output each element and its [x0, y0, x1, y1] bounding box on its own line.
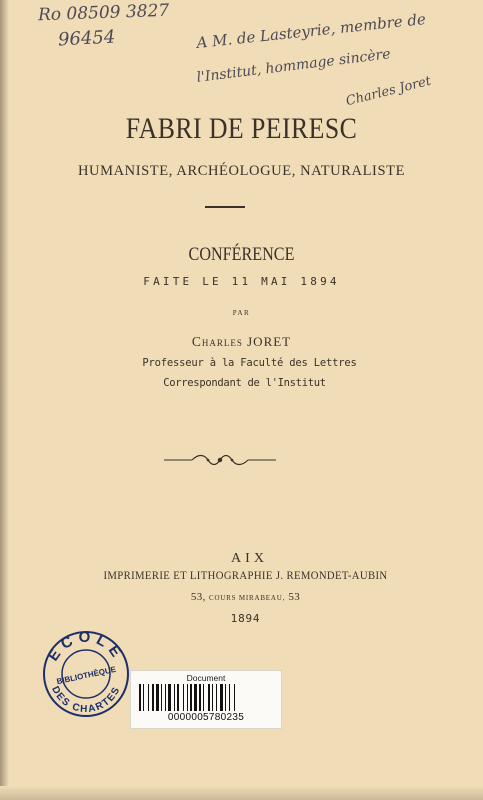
ornament-divider-icon: [164, 452, 276, 468]
barcode-bar: [168, 684, 171, 711]
number-handwriting: 96454: [57, 26, 116, 51]
barcode-bar: [148, 684, 149, 711]
imprint-city: AIX: [231, 551, 268, 566]
address-street: COURS MIRABEAU,: [208, 594, 286, 602]
author-signature: Charles Joret: [344, 73, 433, 110]
author-name: [0, 334, 483, 350]
barcode-bar: [161, 684, 162, 711]
shelfmark-handwriting: Ro 08509 3827: [37, 0, 170, 26]
author-last-name: JORET: [247, 334, 292, 349]
barcode-bar: [225, 684, 226, 711]
barcode-bar: [194, 684, 197, 711]
title-rule: [205, 206, 245, 208]
imprint-printer: IMPRIMERIE ET LITHOGRAPHIE J. REMONDET-AUBIN: [103, 570, 388, 582]
barcode-bar: [183, 684, 184, 711]
library-stamp-icon: [40, 628, 132, 720]
barcode-bar: [190, 684, 192, 711]
book-subtitle: HUMANISTE, ARCHÉOLOGUE, NATURALISTE: [77, 163, 406, 179]
barcode-number: 0000005780235: [167, 712, 245, 723]
barcode-bar: [143, 684, 144, 711]
imprint-year: 1894: [230, 612, 261, 625]
barcode-bar: [165, 684, 166, 711]
conference-heading: CONFÉRENCE: [188, 244, 295, 265]
barcode-bar: [220, 684, 223, 711]
page-bottom-shadow: [0, 786, 483, 800]
author-first-name: Charles: [191, 334, 243, 349]
barcode-bar: [139, 684, 141, 711]
imprint-address: [4, 591, 483, 603]
barcode-bars-icon: [139, 684, 273, 711]
affiliation-professor: Professeur à la Faculté des Lettres: [142, 357, 357, 369]
svg-text:BIBLIOTHÈQUE: BIBLIOTHÈQUE: [55, 664, 117, 687]
barcode-bar: [152, 684, 154, 711]
barcode-bar: [234, 684, 235, 711]
book-title: FABRI DE PEIRESC: [125, 112, 358, 145]
dedication-line-1: A M. de Lasteyrie, membre de: [195, 10, 427, 52]
by-label: PAR: [232, 309, 251, 317]
barcode-bar: [203, 684, 204, 711]
barcode-bar: [156, 684, 159, 711]
barcode-bar: [216, 684, 217, 711]
barcode-bar: [212, 684, 213, 711]
barcode-bar: [177, 684, 179, 711]
page-edge-shadow: [0, 0, 9, 800]
conference-date: FAITE LE 11 MAI 1894: [143, 275, 340, 288]
barcode-bar: [199, 684, 201, 711]
svg-text:DES CHARTES: DES CHARTES: [49, 684, 123, 716]
affiliation-correspondent: Correspondant de l'Institut: [163, 377, 326, 389]
barcode-label: [130, 670, 282, 729]
barcode-bar: [174, 684, 175, 711]
address-number-1: 53,: [190, 591, 206, 603]
barcode-bar: [229, 684, 230, 711]
svg-text:ECOLE: ECOLE: [44, 628, 128, 665]
address-number-2: 53: [288, 591, 301, 603]
barcode-caption: Document: [186, 673, 226, 683]
barcode-bar: [208, 684, 210, 711]
dedication-line-2: l'Institut, hommage sincère: [195, 46, 392, 86]
barcode-bar: [187, 684, 188, 711]
